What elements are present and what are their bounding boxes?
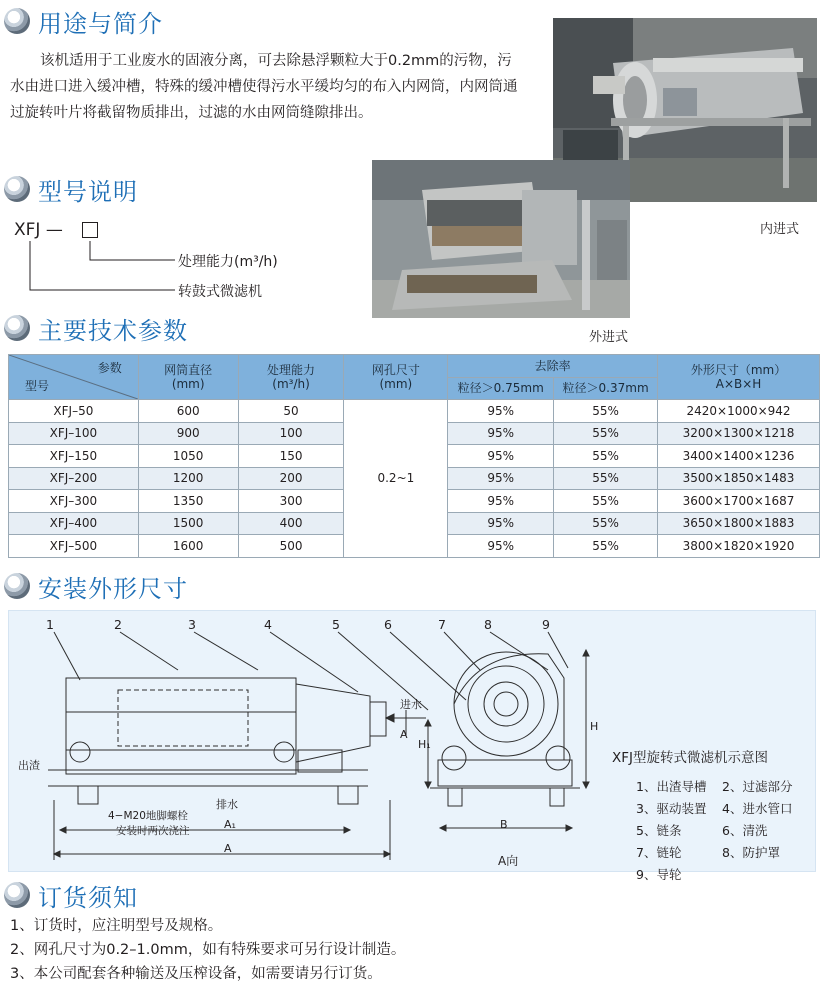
cell-mesh: 0.2~1 bbox=[344, 400, 448, 558]
cell-dims: 3650×1800×1883 bbox=[658, 512, 820, 535]
cell-model: XFJ–50 bbox=[9, 400, 139, 423]
section-header-order bbox=[4, 880, 138, 910]
dim-h-label: H bbox=[590, 720, 599, 733]
cell-removal-b: 55% bbox=[554, 535, 658, 558]
table-row bbox=[9, 400, 820, 423]
callout-7: 7 bbox=[438, 617, 446, 632]
model-placeholder-box bbox=[82, 222, 98, 238]
cell-model: XFJ–150 bbox=[9, 445, 139, 468]
corner-params-label: 参数 bbox=[97, 361, 122, 375]
cell-removal-a: 95% bbox=[448, 512, 554, 535]
cell-removal-a: 95% bbox=[448, 422, 554, 445]
section-title: 用途与简介 bbox=[38, 9, 163, 38]
cell-capacity: 200 bbox=[238, 467, 344, 490]
cell-dims: 3800×1820×1920 bbox=[658, 535, 820, 558]
drain-label: 排水 bbox=[216, 798, 238, 811]
outer-feed-photo bbox=[372, 160, 630, 318]
intro-paragraph: 该机适用于工业废水的固液分离，可去除悬浮颗粒大于0.2mm的污物，污水由进口进入缓冲槽，特殊的缓冲槽使得污水平缓均匀的布入内网筒，内网筒通过旋转叶片将截留物质排出，过滤的水由网筒缝隙排出。 bbox=[10, 53, 518, 121]
cell-removal-b: 55% bbox=[554, 445, 658, 468]
cell-capacity: 100 bbox=[238, 422, 344, 445]
table-corner-header bbox=[9, 355, 139, 400]
cell-dims: 3400×1400×1236 bbox=[658, 445, 820, 468]
cell-removal-a: 95% bbox=[448, 490, 554, 513]
callout-8: 8 bbox=[484, 617, 492, 632]
header-removal-b: 粒径＞0.37mm bbox=[554, 377, 658, 400]
header-dims: 外形尺寸（mm） A×B×H bbox=[658, 355, 820, 400]
outer-feed-caption: 外进式 bbox=[589, 330, 629, 345]
params-table bbox=[8, 354, 820, 558]
bullet-icon bbox=[4, 882, 30, 908]
cell-diameter: 600 bbox=[138, 400, 238, 423]
view-direction-label: A向 bbox=[498, 854, 519, 868]
model-code: XFJ — bbox=[14, 220, 63, 240]
inlet-label: 进水 bbox=[400, 698, 422, 711]
cell-capacity: 50 bbox=[238, 400, 344, 423]
view-a-marker: A bbox=[400, 728, 408, 741]
callout-6: 6 bbox=[384, 617, 392, 632]
legend-item: 7、链轮 bbox=[636, 845, 682, 860]
dim-b-label: B bbox=[500, 818, 508, 831]
section-header-params bbox=[4, 313, 188, 343]
cell-model: XFJ–200 bbox=[9, 467, 139, 490]
legend-item: 6、清洗 bbox=[722, 823, 768, 838]
pour-label: 安装时两次浇注 bbox=[116, 825, 190, 837]
section-title: 主要技术参数 bbox=[38, 316, 188, 345]
cell-model: XFJ–300 bbox=[9, 490, 139, 513]
section-header-model bbox=[4, 174, 138, 204]
cell-removal-b: 55% bbox=[554, 422, 658, 445]
cell-capacity: 500 bbox=[238, 535, 344, 558]
legend-item: 8、防护罩 bbox=[722, 845, 780, 860]
cell-dims: 3500×1850×1483 bbox=[658, 467, 820, 490]
cell-removal-b: 55% bbox=[554, 512, 658, 535]
callout-4: 4 bbox=[264, 617, 272, 632]
cell-model: XFJ–100 bbox=[9, 422, 139, 445]
cell-dims: 3600×1700×1687 bbox=[658, 490, 820, 513]
dim-a-label: A bbox=[224, 842, 232, 855]
callout-5: 5 bbox=[332, 617, 340, 632]
callout-1: 1 bbox=[46, 617, 54, 632]
bolts-label: 4−M20地脚螺栓 bbox=[108, 810, 188, 822]
cell-removal-a: 95% bbox=[448, 467, 554, 490]
section-title: 型号说明 bbox=[38, 177, 138, 206]
cell-model: XFJ–400 bbox=[9, 512, 139, 535]
cell-diameter: 1500 bbox=[138, 512, 238, 535]
header-mesh: 网孔尺寸 (mm) bbox=[344, 355, 448, 400]
order-note: 3、本公司配套各种输送及压榨设备，如需要请另行订货。 bbox=[10, 966, 382, 982]
type-label: 转鼓式微滤机 bbox=[178, 284, 262, 300]
callout-9: 9 bbox=[542, 617, 550, 632]
order-note: 1、订货时，应注明型号及规格。 bbox=[10, 918, 223, 934]
cell-capacity: 400 bbox=[238, 512, 344, 535]
cell-capacity: 150 bbox=[238, 445, 344, 468]
legend-item: 2、过滤部分 bbox=[722, 779, 793, 794]
cell-dims: 3200×1300×1218 bbox=[658, 422, 820, 445]
cell-diameter: 1050 bbox=[138, 445, 238, 468]
bullet-icon bbox=[4, 176, 30, 202]
callout-3: 3 bbox=[188, 617, 196, 632]
legend-item: 3、驱动装置 bbox=[636, 801, 707, 816]
cell-model: XFJ–500 bbox=[9, 535, 139, 558]
cell-diameter: 1600 bbox=[138, 535, 238, 558]
callout-2: 2 bbox=[114, 617, 122, 632]
bullet-icon bbox=[4, 573, 30, 599]
slag-outlet-label: 出渣 bbox=[18, 759, 40, 772]
capacity-label: 处理能力(m³/h) bbox=[178, 254, 278, 270]
model-leader-lines bbox=[20, 238, 180, 298]
legend-item: 9、导轮 bbox=[636, 867, 682, 882]
cell-dims: 2420×1000×942 bbox=[658, 400, 820, 423]
header-removal-a: 粒径＞0.75mm bbox=[448, 377, 554, 400]
legend-title: XFJ型旋转式微滤机示意图 bbox=[612, 750, 768, 766]
bullet-icon bbox=[4, 315, 30, 341]
dim-h1-label: H₁ bbox=[418, 738, 431, 751]
cell-removal-a: 95% bbox=[448, 445, 554, 468]
header-diameter: 网筒直径 (mm) bbox=[138, 355, 238, 400]
cell-removal-b: 55% bbox=[554, 490, 658, 513]
cell-capacity: 300 bbox=[238, 490, 344, 513]
legend-item: 5、链条 bbox=[636, 823, 682, 838]
cell-removal-b: 55% bbox=[554, 467, 658, 490]
section-header-install bbox=[4, 571, 188, 601]
header-removal: 去除率 bbox=[448, 355, 658, 378]
section-title: 订货须知 bbox=[38, 883, 138, 912]
cell-removal-b: 55% bbox=[554, 400, 658, 423]
cell-removal-a: 95% bbox=[448, 535, 554, 558]
section-header-usage bbox=[4, 6, 163, 36]
cell-diameter: 1200 bbox=[138, 467, 238, 490]
cell-diameter: 1350 bbox=[138, 490, 238, 513]
corner-model-label: 型号 bbox=[25, 379, 50, 393]
legend-item: 1、出渣导槽 bbox=[636, 779, 707, 794]
bullet-icon bbox=[4, 8, 30, 34]
dim-a1-label: A₁ bbox=[224, 818, 236, 831]
header-capacity: 处理能力 (m³/h) bbox=[238, 355, 344, 400]
cell-diameter: 900 bbox=[138, 422, 238, 445]
order-note: 2、网孔尺寸为0.2–1.0mm，如有特殊要求可另行设计制造。 bbox=[10, 942, 406, 958]
legend-item: 4、进水管口 bbox=[722, 801, 793, 816]
section-title: 安装外形尺寸 bbox=[38, 574, 188, 603]
inner-feed-caption: 内进式 bbox=[760, 222, 800, 237]
cell-removal-a: 95% bbox=[448, 400, 554, 423]
